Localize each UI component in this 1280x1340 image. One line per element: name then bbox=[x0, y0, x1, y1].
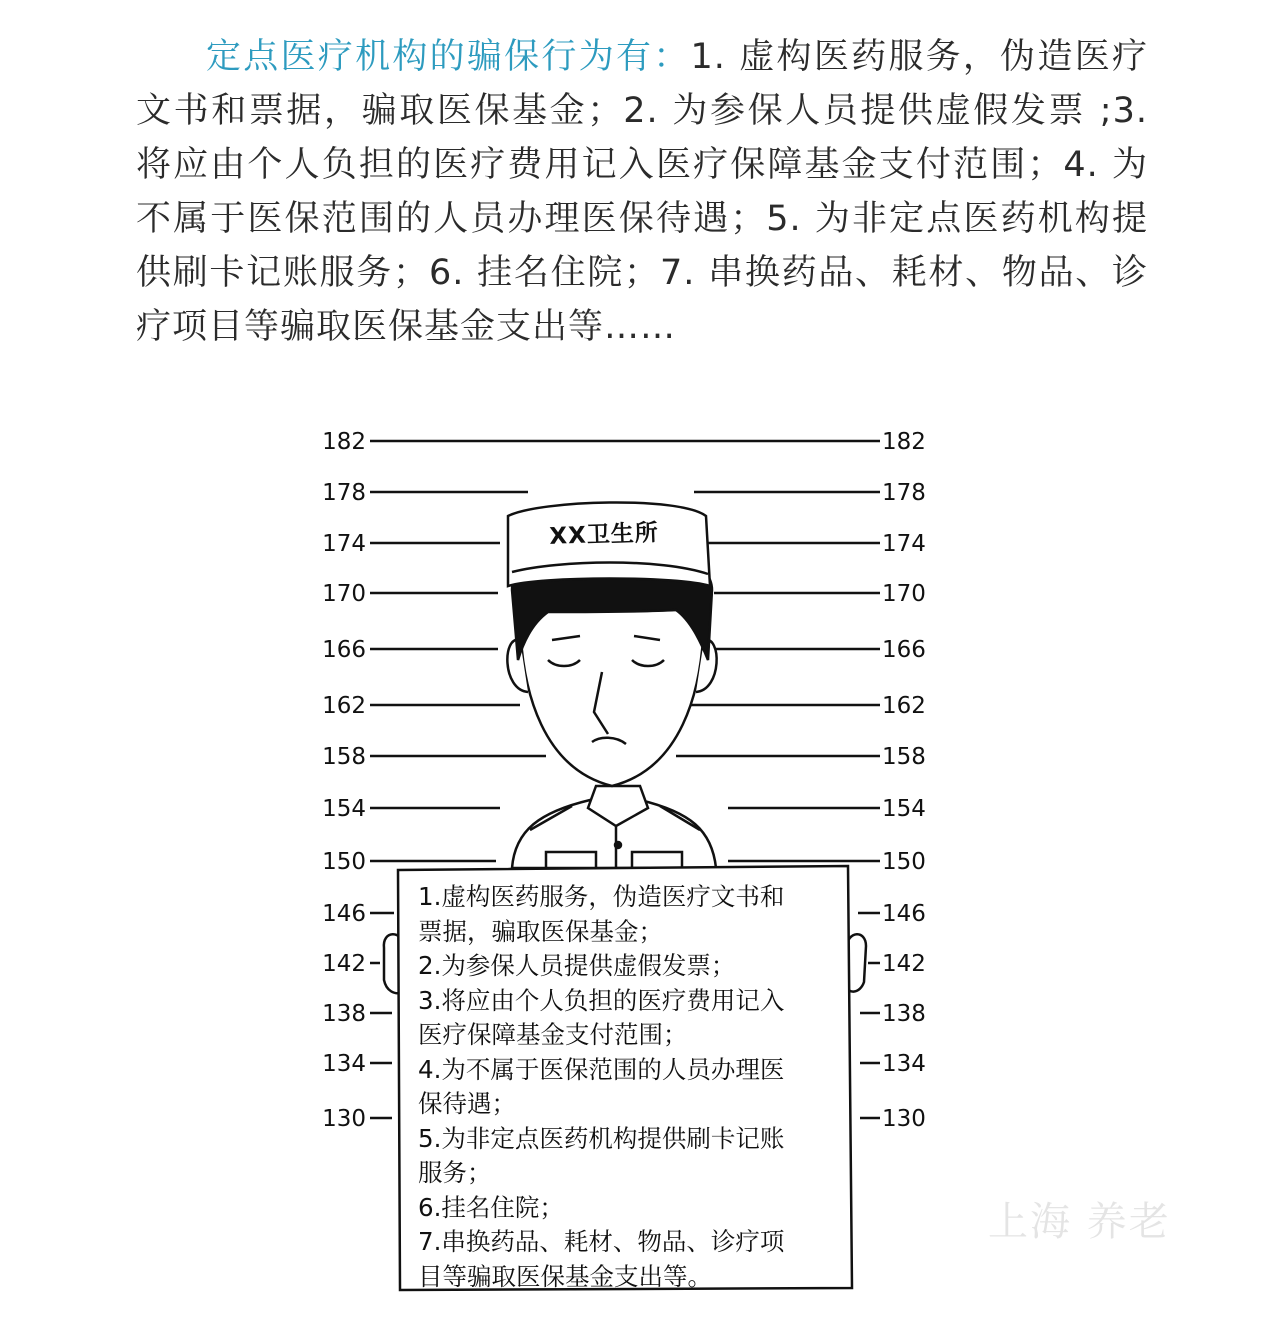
sign-line: 2.为参保人员提供虚假发票； bbox=[418, 951, 736, 980]
height-label-left: 154 bbox=[322, 796, 366, 822]
height-label-left: 170 bbox=[322, 581, 366, 607]
height-label-left: 142 bbox=[322, 951, 366, 977]
sign-line: 保待遇； bbox=[418, 1089, 516, 1118]
height-label-right: 138 bbox=[882, 1001, 926, 1027]
sign-line: 4.为不属于医保范围的人员办理医 bbox=[418, 1054, 785, 1084]
sign-line: 1.虚构医药服务，伪造医疗文书和 bbox=[418, 882, 785, 911]
height-label-left: 162 bbox=[322, 693, 366, 719]
sign-text bbox=[398, 868, 852, 1291]
shirt bbox=[512, 786, 716, 868]
sign-line: 目等骗取医保基金支出等。 bbox=[418, 1261, 712, 1291]
sign-line: 7.串换药品、耗材、物品、诊疗项 bbox=[418, 1227, 785, 1256]
height-label-right: 158 bbox=[882, 744, 926, 770]
height-label-left: 174 bbox=[322, 531, 366, 557]
height-label-left: 158 bbox=[322, 744, 366, 770]
height-label-right: 130 bbox=[882, 1106, 926, 1132]
sign-line: 票据，骗取医保基金； bbox=[418, 916, 663, 946]
height-label-left: 178 bbox=[322, 480, 366, 506]
height-label-left: 134 bbox=[322, 1051, 366, 1077]
height-label-right: 178 bbox=[882, 480, 926, 506]
height-label-right: 134 bbox=[882, 1051, 926, 1077]
height-label-right: 142 bbox=[882, 951, 926, 977]
height-label-left: 130 bbox=[322, 1106, 366, 1132]
cap-label: XX卫生所 bbox=[548, 520, 660, 550]
sign-line: 3.将应由个人负担的医疗费用记入 bbox=[418, 985, 785, 1015]
height-label-left: 138 bbox=[322, 1001, 366, 1027]
face bbox=[507, 548, 716, 786]
intro-body: 1. 虚构医药服务，伪造医疗文书和票据，骗取医保基金；2. 为参保人员提供虚假发票 ;3. 将应由个人负担的医疗费用记入医疗保障基金支付范围；4. 为不属于医保范围的人员办理医保待遇；5. 为非定点医药机构提供刷卡记账服务；6. 挂名住院；7. 串换药品、耗材、物品、诊疗项目等骗取医保基金支出等…… bbox=[136, 37, 1148, 347]
height-label-right: 182 bbox=[882, 429, 926, 455]
height-label-right: 162 bbox=[882, 693, 926, 719]
height-label-right: 174 bbox=[882, 531, 926, 557]
height-label-left: 182 bbox=[322, 429, 366, 455]
height-label-right: 170 bbox=[882, 581, 926, 607]
sign-line: 6.挂名住院； bbox=[418, 1192, 564, 1222]
watermark-logo: 上海 养老 bbox=[988, 1199, 1171, 1245]
height-label-right: 146 bbox=[882, 901, 926, 927]
sign-line: 服务； bbox=[418, 1158, 492, 1187]
height-label-right: 166 bbox=[882, 637, 926, 663]
height-label-right: 154 bbox=[882, 796, 926, 822]
height-label-left: 150 bbox=[322, 849, 366, 875]
sign-line: 5.为非定点医药机构提供刷卡记账 bbox=[418, 1123, 785, 1153]
intro-lead: 定点医疗机构的骗保行为有： bbox=[206, 37, 691, 77]
height-label-left: 166 bbox=[322, 637, 366, 663]
height-label-right: 150 bbox=[882, 849, 926, 875]
sign-line: 医疗保障基金支付范围； bbox=[418, 1020, 688, 1049]
height-label-left: 146 bbox=[322, 901, 366, 927]
